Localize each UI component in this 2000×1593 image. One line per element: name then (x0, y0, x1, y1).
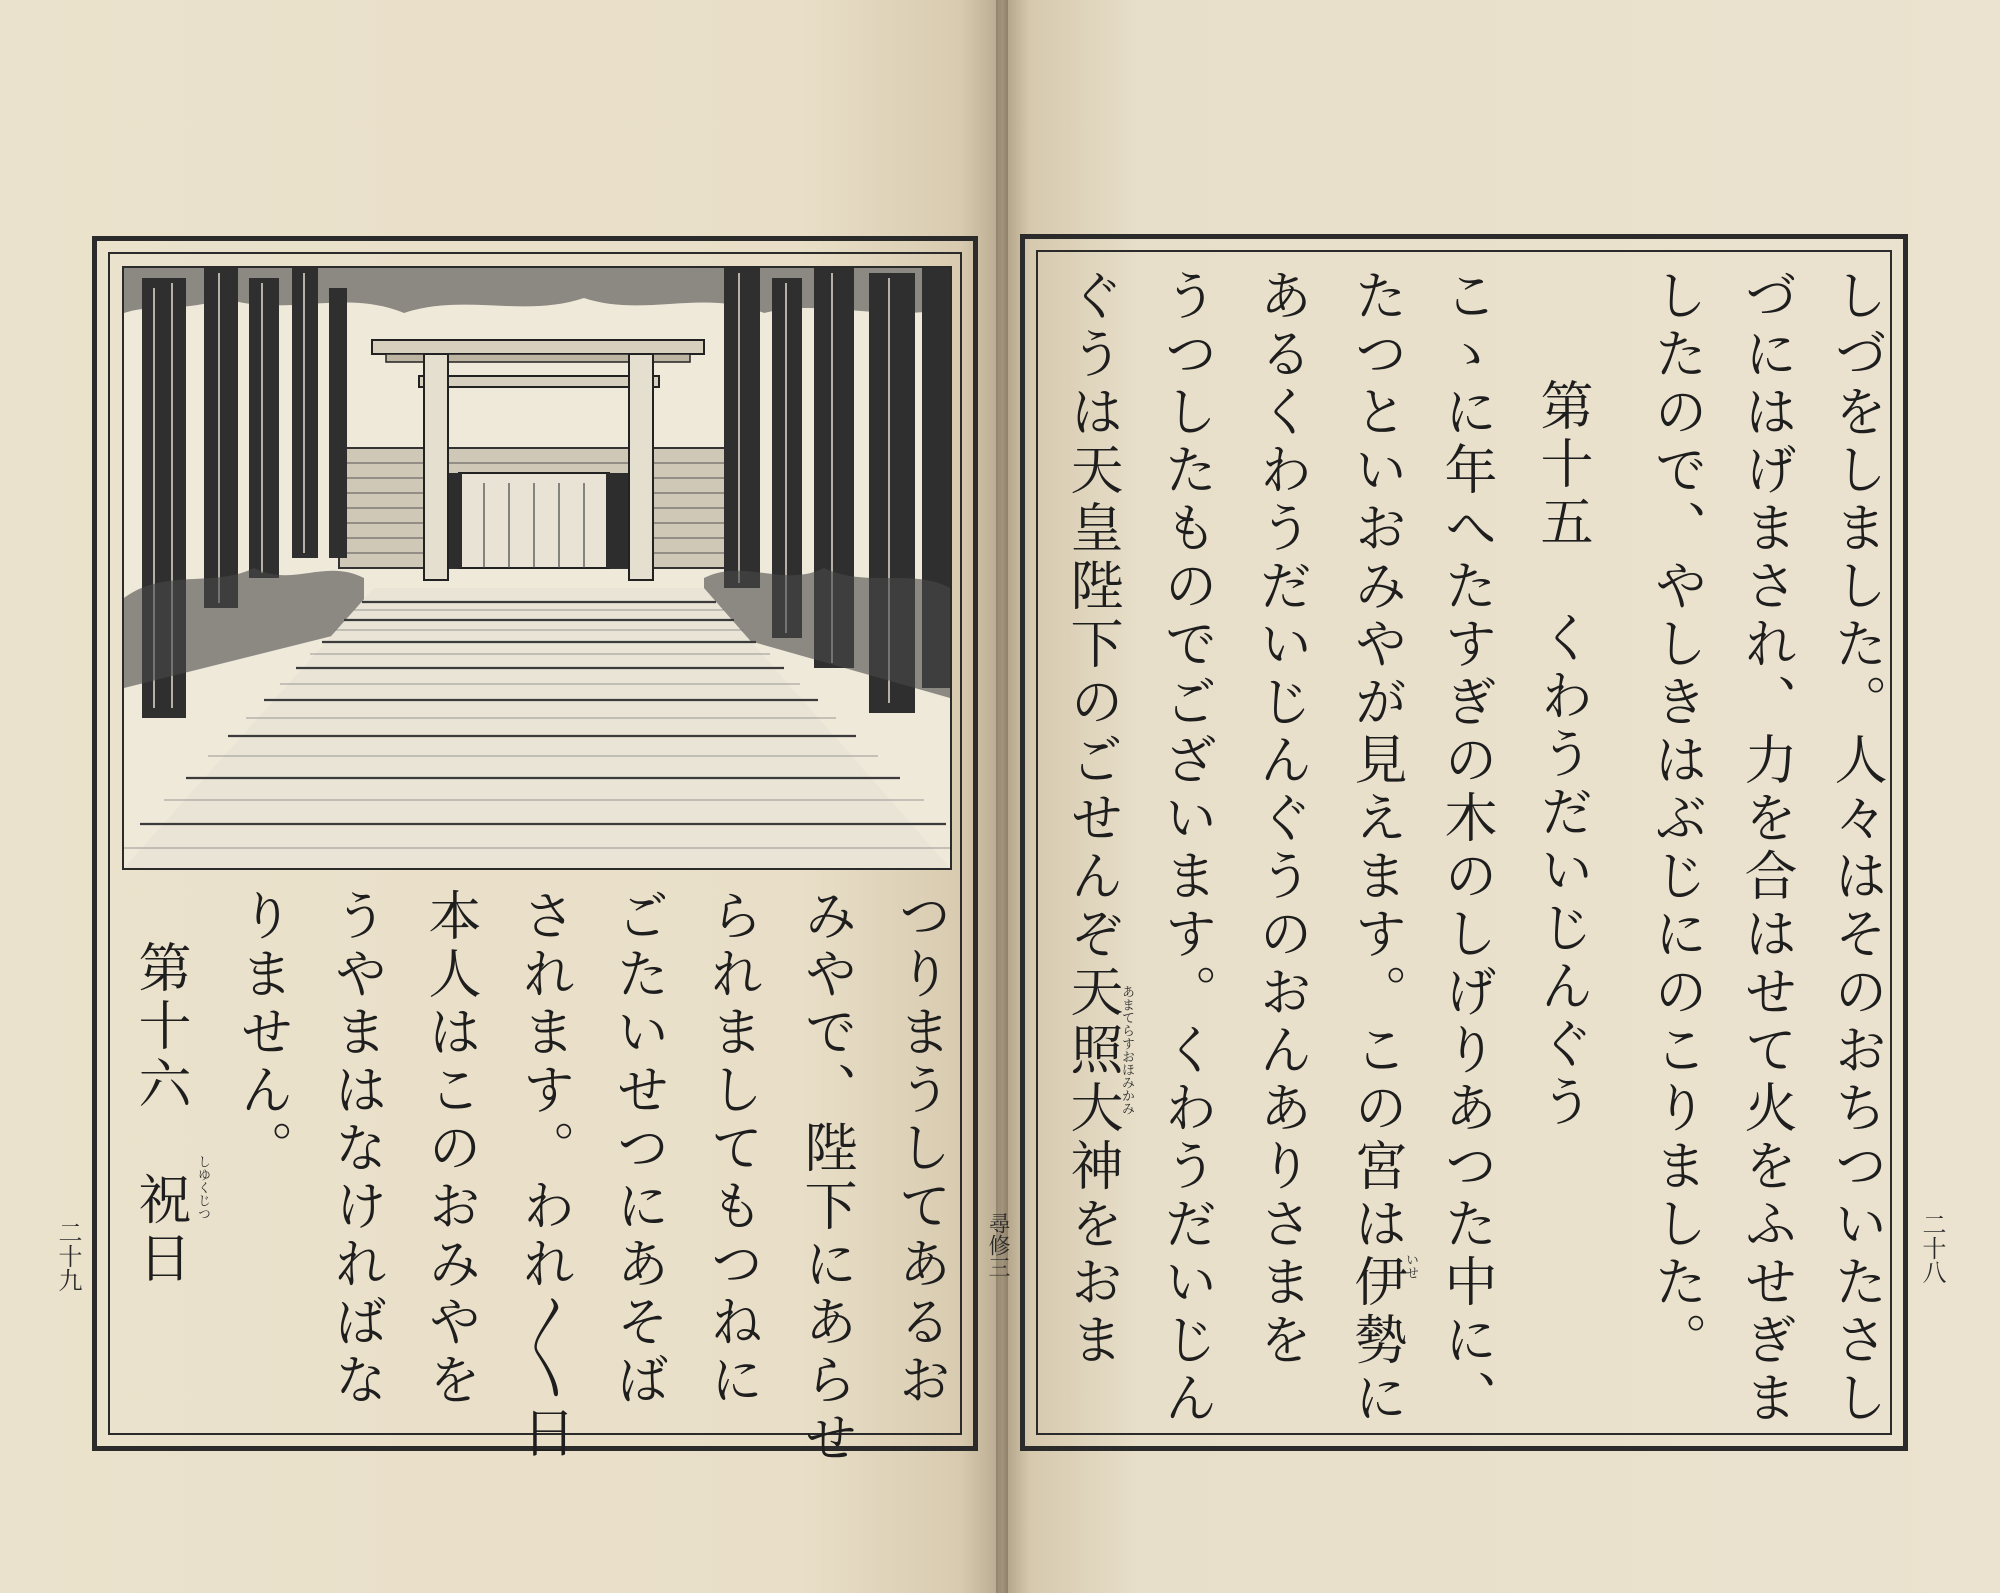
illustration-drawing (124, 268, 950, 868)
right-text-line-8: うつしたものでございます。くわうだいじん (1156, 268, 1217, 1428)
shrine-torii-steps-illustration (122, 266, 952, 870)
ruby-amaterasu: あまてらす (1119, 985, 1134, 1050)
left-text-line-8: りません。 (232, 888, 293, 1178)
left-text-line-6: 本人はこのおみやを (420, 888, 481, 1410)
left-text-line-5: されます。われ〳〵日 (514, 888, 575, 1463)
gutter-signature-mark: 尋修三 (985, 1212, 1010, 1278)
book-gutter (996, 0, 1008, 1593)
left-text-line-2: みやで、陛下にあらせ (796, 888, 857, 1468)
left-text-line-4: ごたいせつにあそば (608, 888, 669, 1410)
right-text-line-1: しづをしました。人々はそのおちついたさし (1826, 268, 1887, 1428)
lesson-15-heading: 第十五 くわうだいじんぐう (1532, 378, 1593, 1132)
right-text-line-6: たつといおみやが見えます。この宮は伊勢に (1346, 268, 1407, 1428)
page-number-right: 二十八 (1918, 1212, 1946, 1284)
right-text-line-9: ぐうは天皇陛下のごせんぞ天照大神をおま (1062, 268, 1123, 1370)
right-text-line-3: したので、やしきはぶじにのこりました。 (1646, 268, 1707, 1370)
left-text-line-1: つりまうしてあるお (890, 888, 951, 1410)
right-text-line-5: こゝに年へたすぎの木のしげりあつた中に、 (1436, 268, 1497, 1428)
ruby-ise: いせ (1403, 1253, 1418, 1279)
right-text-line-2: づにはげまされ、力を合はせて火をふせぎま (1736, 268, 1797, 1428)
right-text-line-7: あるくわうだいじんぐうのおんありさまを (1251, 268, 1312, 1370)
page-number-left: 二十九 (54, 1220, 82, 1292)
ruby-oomikami: おほみかみ (1119, 1050, 1134, 1115)
left-text-line-3: られましてもつねに (702, 888, 763, 1410)
ruby-shukujitsu: しゆくじつ (195, 1155, 210, 1220)
lesson-16-heading: 第十六 祝日 (130, 940, 191, 1288)
left-text-line-7: うやまはなければな (326, 888, 387, 1410)
